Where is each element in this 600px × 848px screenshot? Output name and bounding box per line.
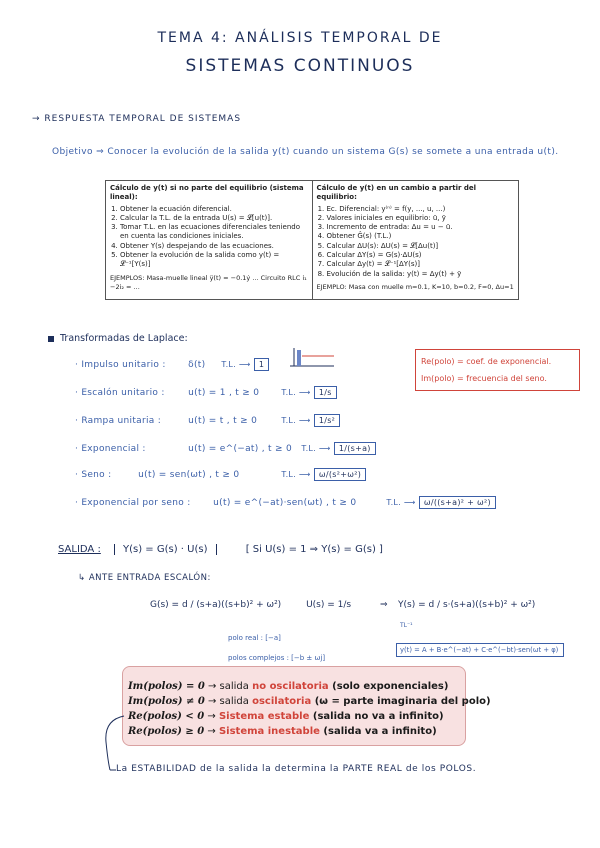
poles-list	[228, 628, 325, 668]
section-heading-respuesta: → RESPUESTA TEMPORAL DE SISTEMAS	[32, 114, 242, 124]
laplace-row-impulse: · Impulso unitario : δ(t) T.L. ⟶ 1	[75, 358, 269, 371]
stability-line: Im(polos) ≠ 0 → salida oscilatoria (ω = parte imaginaria del polo)	[128, 696, 491, 707]
list-item: 3. Incremento de entrada: Δu = u − ū.	[327, 223, 515, 232]
table-left-steps	[110, 205, 308, 270]
output-line	[58, 544, 383, 555]
stability-line: Re(polos) ≥ 0 → Sistema inestable (salida va a infinito)	[128, 726, 437, 737]
laplace-row-exp-sine: · Exponencial por seno : u(t) = e^(−at)·sen(ωt) , t ≥ 0 T.L. ⟶ ω/((s+a)² + ω²)	[75, 496, 496, 509]
title-line-1: TEMA 4: ANÁLISIS TEMPORAL DE	[157, 30, 443, 46]
list-item: 8. Evolución de la salida: y(t) = Δy(t) + ȳ	[327, 270, 515, 279]
list-item: 1. Ec. Diferencial: y⁽ⁿ⁾ = f(y, ..., u, ...)	[327, 205, 515, 214]
list-item: 3. Tomar T.L. en las ecuaciones diferenciales teniendo en cuenta las condiciones iniciales.	[120, 223, 308, 242]
laplace-row-exponential: · Exponencial : u(t) = e^(−at) , t ≥ 0 T.L. ⟶ 1/(s+a)	[75, 442, 376, 455]
list-item: 2. Valores iniciales en equilibrio: ū, ȳ	[327, 214, 515, 223]
inverse-tl-label: TL⁻¹	[400, 622, 413, 629]
table-right-steps	[317, 205, 515, 279]
output-label: SALIDA :	[58, 544, 101, 555]
example-b: Circuito RLC i₁ −2i₂ = ...	[110, 273, 307, 291]
procedure-table	[105, 180, 519, 300]
stability-footer: La ESTABILIDAD de la salida la determina la PARTE REAL de los POLOS.	[116, 764, 477, 774]
bullet-square-icon	[48, 336, 54, 342]
tl-arrow: T.L. ⟶	[221, 360, 251, 369]
laplace-row-step: · Escalón unitario : u(t) = 1 , t ≥ 0 T.L. ⟶ 1/s	[75, 386, 337, 399]
impulse-sketch-icon	[288, 346, 338, 370]
table-left-column	[106, 181, 312, 299]
laplace-row-sine: · Seno : u(t) = sen(ωt) , t ≥ 0 T.L. ⟶ ω/(s²+ω²)	[75, 468, 366, 481]
table-left-title: Cálculo de y(t) si no parte del equilibrio (sistema lineal):	[110, 184, 304, 202]
list-item: 7. Calcular Δy(t) = 𝓛⁻¹[ΔY(s)]	[327, 260, 515, 269]
pole-notes-box	[415, 349, 580, 391]
output-note: [ Si U(s) = 1 ⇒ Y(s) = G(s) ]	[245, 544, 383, 555]
list-item: 1. Obtener la ecuación diferencial.	[120, 205, 308, 214]
laplace-row-ramp: · Rampa unitaria : u(t) = t , t ≥ 0 T.L. ⟶ 1/s²	[75, 414, 340, 427]
stability-line: Im(polos) = 0 → salida no oscilatoria (solo exponenciales)	[128, 681, 449, 692]
list-item: 5. Obtener la evolución de la salida como y(t) = 𝓛⁻¹[Y(s)]	[120, 251, 308, 270]
list-item: 2. Calcular la T.L. de la entrada U(s) = 𝓛[u(t)].	[120, 214, 308, 223]
table-right-example: EJEMPLO: Masa con muelle m=0.1, K=10, b=0.2, F=0, Δu=1	[316, 282, 514, 291]
objective-label: Objetivo ⇒	[52, 147, 105, 157]
examples-label: EJEMPLOS:	[110, 273, 145, 282]
note-real-pole: Re(polo) = coef. de exponencial.	[421, 357, 552, 366]
list-item: 4. Obtener Ĝ(s) (T.L.)	[327, 232, 515, 241]
objective	[52, 143, 572, 162]
title-line-2: SISTEMAS CONTINUOS	[185, 56, 415, 76]
output-laplace: Y(s) = d / s·(s+a)((s+b)² + ω²)	[398, 600, 536, 610]
stability-line: Re(polos) < 0 → Sistema estable (salida no va a infinito)	[128, 711, 444, 722]
output-time-response: y(t) = A + B·e^(−at) + C·e^(−bt)·sen(ωt + φ)	[396, 643, 564, 657]
list-item: 5. Calcular ΔU(s): ΔU(s) = 𝓛[Δu(t)]	[327, 242, 515, 251]
table-right-title: Cálculo de y(t) en un cambio a partir del equilibrio:	[316, 184, 477, 202]
list-item: 6. Calcular ΔY(s) = G(s)·ΔU(s)	[327, 251, 515, 260]
table-left-examples	[110, 274, 308, 293]
note-imag-pole: Im(polo) = frecuencia del seno.	[421, 374, 547, 383]
poles-complex: polos complejos : [−b ± ωj]	[228, 654, 326, 662]
laplace-heading: Transformadas de Laplace:	[48, 333, 188, 344]
step-input-heading: ↳ ANTE ENTRADA ESCALÓN:	[78, 573, 211, 583]
list-item: 4. Obtener Y(s) despejando de las ecuaciones.	[120, 242, 308, 251]
transfer-function: G(s) = d / (s+a)((s+b)² + ω²) U(s) = 1/s ⇒	[150, 600, 388, 610]
example-a: Masa-muelle lineal ÿ(t) = −0.1ẏ ...	[146, 273, 259, 282]
table-right-column	[312, 181, 519, 299]
output-equation: Y(s) = G(s) · U(s)	[114, 544, 217, 555]
pole-real: polo real : [−a]	[228, 634, 281, 642]
objective-text: Conocer la evolución de la salida y(t) cuando un sistema G(s) se somete a una entrada u(t).	[107, 147, 559, 157]
